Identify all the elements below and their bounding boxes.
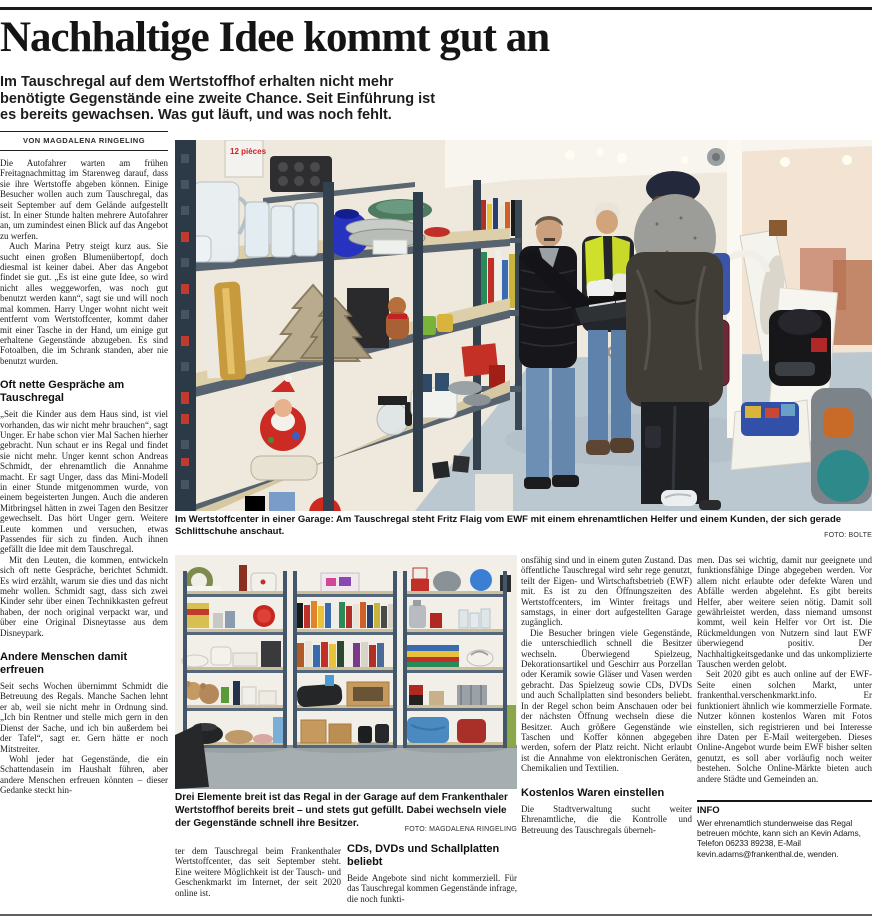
- left-column: [0, 131, 168, 913]
- byline-text: VON MAGDALENA RINGELING: [22, 136, 146, 145]
- section-heading: Kostenlos Waren einstellen: [521, 786, 665, 799]
- paragraph: Die Besucher bringen viele Gegenstände, die unterschiedlich schnell die Besitzer wechseln. Überwiegend Spielzeug, Dekorationsartikel und Geschirr aus Porzellan oder Keramik sowie Gläser und Vasen werden gebracht. Das Spielzeug sowie CDs, DVDs und auch Schallplatten sind besonders beliebt. In der Regel schon beim Anschauen oder bei der nächsten Öffnung wechseln diese die Besitzer. Auch größere Gegenstände wie Taschen und Koffer können abgegeben werden, sofern der Platz reicht. Nicht erlaubt ist die Annahme von elektronischen Geräten, Chemikalien und Textilien.: [521, 627, 692, 774]
- column-cds: [347, 843, 517, 922]
- paragraph: Die Autofahrer warten am frühen Freitagnachmittag im Starenweg darauf, dass sie ihre Wertstoffe abgeben können. Einige Besucher wollen auch zum Tauschregal, das seit September auf dem Gelände aufgestellt ist. In einer Stunde halten mehrere Autofahrer an, um zumindest einen Blick auf das Angebot zu werfen.: [0, 158, 168, 241]
- main-photo-caption: [175, 514, 872, 542]
- main-photo: [175, 140, 872, 511]
- top-rule: [0, 7, 872, 10]
- paragraph: Seit sechs Wochen übernimmt Schmidt die Betreuung des Regals. Manche Sachen lehnt er ab, weil sie nicht mehr in Ordnung sind. „Ich bin Rentner und stelle mich gern in den Dienst der Sache, und ich bin außerdem bei der Tafel“, sagt er. Gern hätte er noch Mitstreiter.: [0, 681, 168, 754]
- second-photo-caption: [175, 792, 517, 838]
- paragraph: Auch Marina Petry steigt kurz aus. Sie sucht einen großen Blumenübertopf, doch diesmal ist keiner dabei. Aber das Angebot findet sie gut. „Es ist eine gute Idee, so wird nicht alles weggeworfen, was noch gut benutzt werden kann“, sagt sie und will noch mal kommen. Harry Unger wohnt nicht weit entfernt vom Wertstoffcenter, kommt daher mit einer Tasche in der Hand, um einige gut erhaltene Gegenstände abzugeben. Es sind Fotoalben, die im Schrank standen, aber nie benutzt wurden.: [0, 241, 168, 366]
- paragraph: Die Stadtverwaltung sucht weiter Ehrenamtliche, die die Kontrolle und Betreuung des Tauschregals überneh-: [521, 804, 692, 835]
- grey-seat: [811, 388, 872, 504]
- photo-credit: FOTO: MAGDALENA RINGELING: [401, 824, 517, 837]
- paragraph: ter dem Tauschregal beim Frankenthaler Wertstoffcenter, das seit September steht. Eine weitere Möglichkeit ist der Tausch- und Geschenkmarkt im Internet, der seit 2020 online ist.: [175, 846, 341, 898]
- bottom-rule: [0, 914, 872, 916]
- subhead: Im Tauschregal auf dem Wertstoffhof erhalten nicht mehr benötigte Gegenstände eine zweite Chance. Seit Einführung ist es bereits gewachsen. Was gut läuft, und was noch fehlt.: [0, 74, 436, 123]
- shelf-front-post: [175, 140, 196, 511]
- info-text: Wer ehrenamtlich stundenweise das Regal betreuen möchte, kann sich an Kevin Adams, Telefon 06233 89238, E-Mail kevin.adams@frankenthal.de, wenden.: [697, 817, 861, 859]
- paragraph: Wohl jeder hat Gegenstände, die ein Schattendasein im Haushalt führen, aber andere Menschen erfreuen könnten – dieser Gedanke steckt hin-: [0, 753, 168, 796]
- second-photo: [175, 555, 517, 789]
- column-four: [697, 555, 872, 922]
- info-box: [697, 800, 872, 859]
- section-heading: CDs, DVDs und Schallplatten beliebt: [347, 843, 500, 868]
- column-three: [521, 555, 692, 922]
- paragraph: Seit 2020 gibt es auch online auf der EWF-Seite einen solchen Markt, unter frankenthal.verschenkmarkt.info. Er funktioniert ähnlich wie kommerzielle Formate. Nutzer können kostenlos Waren mit Fotos einstellen, sich registrieren und bei Interesse ihre Daten per E-Mail weitergeben. Dieses Online-Angebot wurde beim EWF bisher selten genutzt, es soll aber vorläufig noch weiter bestehen. Solche Online-Märkte bieten auch andere Städte und Gemeinden an.: [697, 669, 872, 784]
- child-car-seat: [769, 309, 831, 386]
- byline: [0, 131, 168, 151]
- infant-seat: [731, 400, 811, 470]
- photo-credit: FOTO: BOLTE: [820, 530, 872, 542]
- column-continuation: [175, 846, 341, 922]
- paragraph: onsfähig sind und in einem guten Zustand. Das öffentliche Tauschregal wird sehr rege genutzt, teilt der Eigen- und Wirtschaftsbetrieb (EWF) mit. Es ist zu den Öffnungszeiten des Wertstoffcenters, im Winter freitags und samstags, in einer dort aufgestellten Garage zugänglich.: [521, 555, 692, 628]
- paragraph: Beide Angebote sind nicht kommerziell. Für das Tauschregal kommen Gegenstände infrage, die noch funkti-: [347, 873, 517, 904]
- paragraph: Mit den Leuten, die kommen, entwickeln sich oft nette Gespräche, berichtet Schmidt. Es wird erzählt, warum sie dies und das nicht mehr wollen. Schmidt sagt, dass sich zwei Kinder sehr über einen Technikkasten gefreut haben, der noch original verpackt war, und über eine Original Disneytasse aus dem Disneypark.: [0, 554, 168, 638]
- section-heading: Oft nette Gespräche am Tauschregal: [0, 379, 125, 404]
- info-label: INFO: [697, 804, 720, 816]
- caption-text: Drei Elemente breit ist das Regal in der Garage auf dem Frankenthaler Wertstoffhof bereits breit – und stets gut gefüllt. Dabei wechseln viele der Gegenstände schnell ihre Besitzer.: [175, 792, 508, 829]
- paragraph: „Seit die Kinder aus dem Haus sind, ist viel vorhanden, das wir nicht mehr brauchen“, sagt Unger. Er habe schon vier Mal Sachen hierher gebracht. Nun schaut er ins Regal und findet sie nicht mehr. Unger kennt schon Andreas Schmidt, der ehrenamtlich die Annahme macht. Er sagt Unger, dass das Mini-Modell in einer Stunde mitgenommen wurde, von einem begeisterten Jungen. Auch die anderen Mitbringsel hätten in zwei Tagen den Besitzer gewechselt. Das hört Unger gern. Weitere Leute kommen und versuchen, etwas Passendes für sich zu finden. Auch ihnen gefällt die Idee mit dem Tauschregal.: [0, 409, 168, 555]
- paragraph: men. Das sei wichtig, damit nur geeignete und funktionsfähige Dinge abgegeben werden. Vor allem nicht erlaubte oder defekte Waren und Abfälle werden abgelehnt. Es gibt bereits Helfer, aber weitere seien nötig. Damit soll gewährleistet werden, dass niemand umsonst kommt, weil kein Helfer vor Ort ist. Die Rückmeldungen von Nutzern sind laut EWF überwiegend positiv. Der Nachhaltigkeitsgedanke und das unkomplizierte Tauschen werden gelobt.: [697, 555, 872, 670]
- floor: [175, 747, 517, 789]
- caption-text: Im Wertstoffcenter in einer Garage: Am Tauschregal steht Fritz Flaig vom EWF mit einem ehrenamtlichen Helfer und einem Kunden, der sich gerade Schlittschuhe anschaut.: [175, 514, 842, 537]
- page-title: Nachhaltige Idee kommt gut an: [0, 14, 550, 61]
- photo-box-text: 12 pièces: [230, 147, 267, 156]
- section-heading: Andere Menschen damit erfreuen: [0, 651, 128, 676]
